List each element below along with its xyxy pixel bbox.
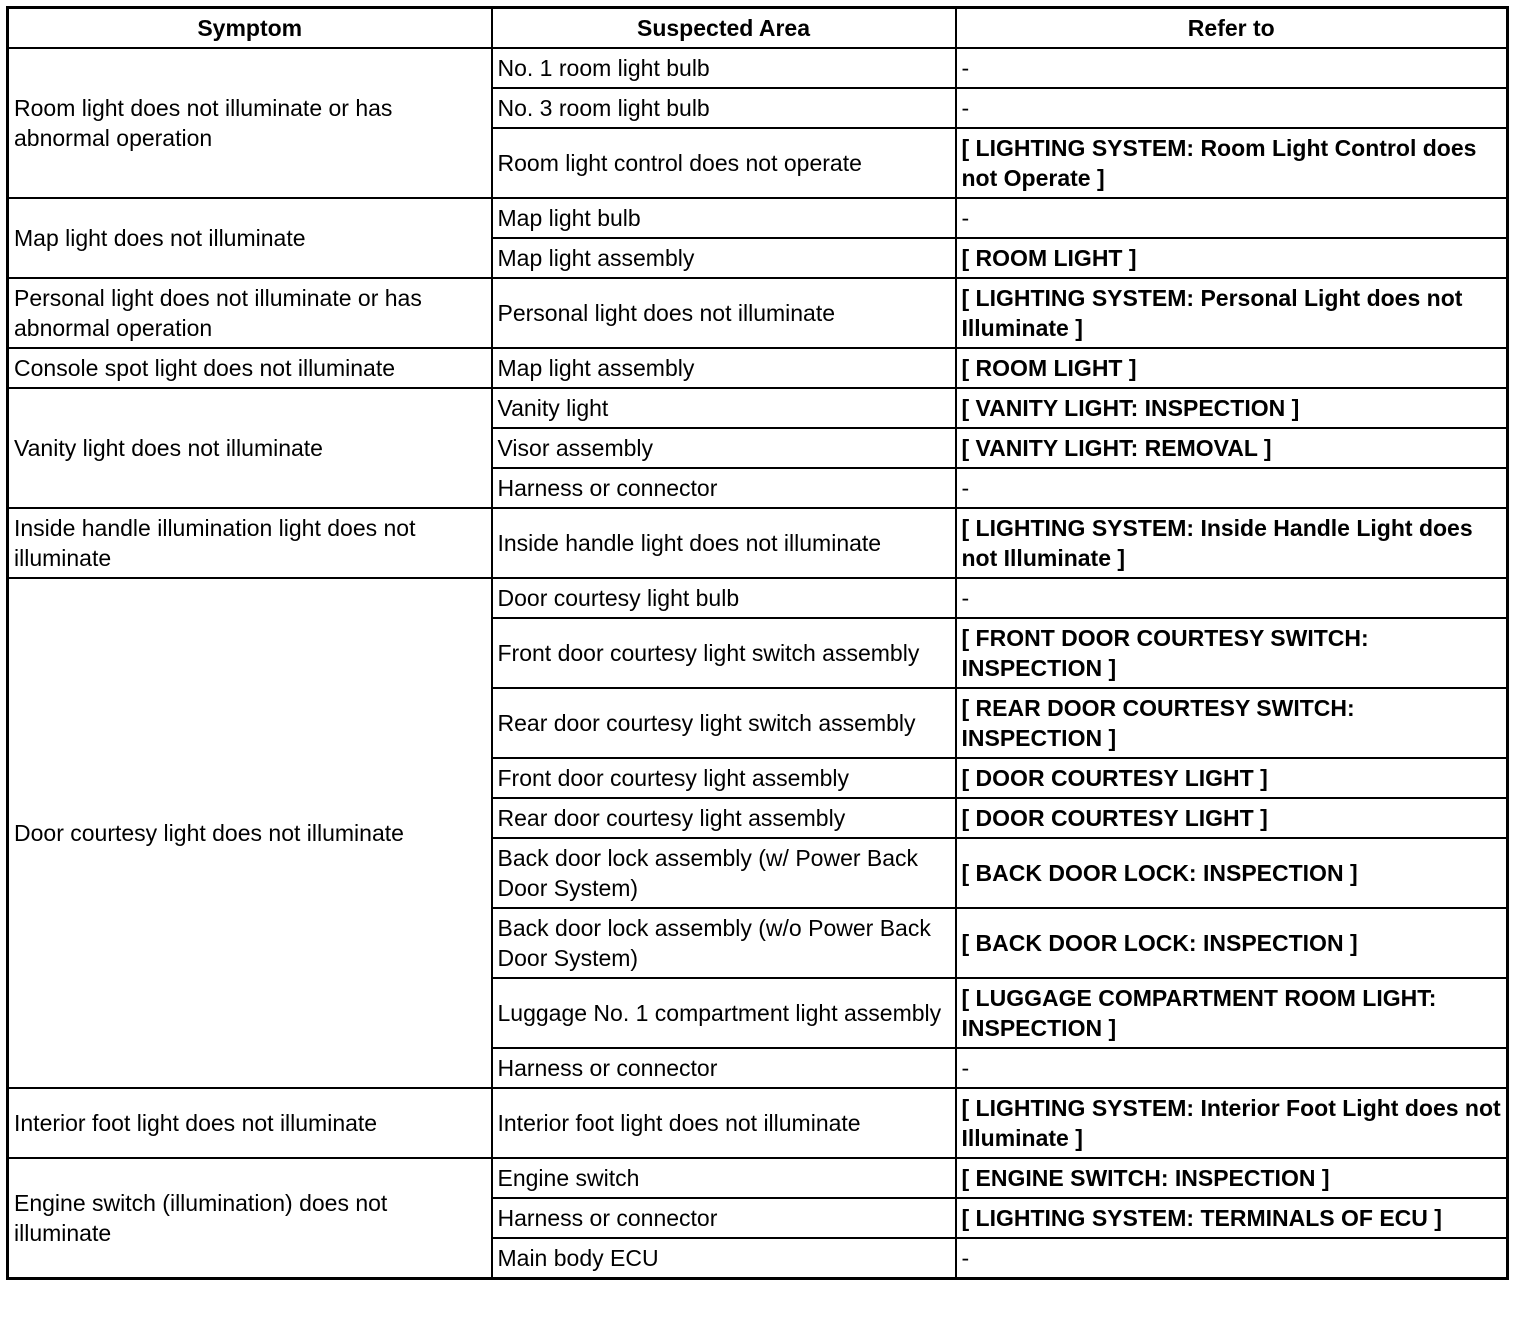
symptom-cell: Engine switch (illumination) does not illuminate [8,1158,492,1279]
suspected-area-cell: Back door lock assembly (w/o Power Back Door System) [492,908,956,978]
suspected-area-cell: Main body ECU [492,1238,956,1279]
table-row [8,578,1508,618]
refer-to-cell: - [956,468,1508,508]
symptom-cell: Vanity light does not illuminate [8,388,492,508]
refer-to-cell: - [956,198,1508,238]
symptom-cell: Console spot light does not illuminate [8,348,492,388]
header-refer-to: Refer to [956,8,1508,49]
table-row [8,48,1508,88]
symptom-cell: Inside handle illumination light does not illuminate [8,508,492,578]
header-row [8,8,1508,49]
table-row [8,278,1508,348]
symptom-cell: Room light does not illuminate or has abnormal operation [8,48,492,198]
suspected-area-cell: Interior foot light does not illuminate [492,1088,956,1158]
suspected-area-cell: Room light control does not operate [492,128,956,198]
suspected-area-cell: Rear door courtesy light assembly [492,798,956,838]
suspected-area-cell: Front door courtesy light switch assembly [492,618,956,688]
table-row [8,348,1508,388]
suspected-area-cell: Harness or connector [492,468,956,508]
refer-to-reference[interactable]: [ LIGHTING SYSTEM: TERMINALS OF ECU ] [956,1198,1508,1238]
refer-to-reference[interactable]: [ ENGINE SWITCH: INSPECTION ] [956,1158,1508,1198]
table-row [8,388,1508,428]
table-row [8,1088,1508,1158]
refer-to-reference[interactable]: [ LIGHTING SYSTEM: Personal Light does not Illuminate ] [956,278,1508,348]
symptom-cell: Map light does not illuminate [8,198,492,278]
refer-to-cell: - [956,48,1508,88]
refer-to-cell: - [956,88,1508,128]
symptom-cell: Door courtesy light does not illuminate [8,578,492,1088]
suspected-area-cell: Map light assembly [492,238,956,278]
table-row [8,198,1508,238]
refer-to-reference[interactable]: [ LIGHTING SYSTEM: Inside Handle Light does not Illuminate ] [956,508,1508,578]
suspected-area-cell: No. 1 room light bulb [492,48,956,88]
refer-to-reference[interactable]: [ ROOM LIGHT ] [956,348,1508,388]
refer-to-reference[interactable]: [ REAR DOOR COURTESY SWITCH: INSPECTION ] [956,688,1508,758]
table-body [8,48,1508,1279]
suspected-area-cell: Visor assembly [492,428,956,468]
header-suspected-area: Suspected Area [492,8,956,49]
suspected-area-cell: No. 3 room light bulb [492,88,956,128]
table-row [8,508,1508,578]
header-symptom: Symptom [8,8,492,49]
refer-to-reference[interactable]: [ FRONT DOOR COURTESY SWITCH: INSPECTION ] [956,618,1508,688]
refer-to-cell: - [956,1238,1508,1279]
suspected-area-cell: Engine switch [492,1158,956,1198]
refer-to-reference[interactable]: [ VANITY LIGHT: REMOVAL ] [956,428,1508,468]
suspected-area-cell: Harness or connector [492,1198,956,1238]
suspected-area-cell: Harness or connector [492,1048,956,1088]
refer-to-reference[interactable]: [ DOOR COURTESY LIGHT ] [956,758,1508,798]
refer-to-reference[interactable]: [ BACK DOOR LOCK: INSPECTION ] [956,838,1508,908]
symptom-cell: Personal light does not illuminate or has abnormal operation [8,278,492,348]
suspected-area-cell: Back door lock assembly (w/ Power Back Door System) [492,838,956,908]
troubleshooting-table [6,6,1509,1280]
refer-to-reference[interactable]: [ LIGHTING SYSTEM: Room Light Control does not Operate ] [956,128,1508,198]
symptom-cell: Interior foot light does not illuminate [8,1088,492,1158]
refer-to-cell: - [956,578,1508,618]
refer-to-reference[interactable]: [ BACK DOOR LOCK: INSPECTION ] [956,908,1508,978]
suspected-area-cell: Vanity light [492,388,956,428]
refer-to-reference[interactable]: [ ROOM LIGHT ] [956,238,1508,278]
suspected-area-cell: Front door courtesy light assembly [492,758,956,798]
suspected-area-cell: Map light assembly [492,348,956,388]
table-row [8,1158,1508,1198]
refer-to-reference[interactable]: [ LUGGAGE COMPARTMENT ROOM LIGHT: INSPECTION ] [956,978,1508,1048]
refer-to-cell: - [956,1048,1508,1088]
refer-to-reference[interactable]: [ VANITY LIGHT: INSPECTION ] [956,388,1508,428]
suspected-area-cell: Rear door courtesy light switch assembly [492,688,956,758]
suspected-area-cell: Personal light does not illuminate [492,278,956,348]
suspected-area-cell: Map light bulb [492,198,956,238]
refer-to-reference[interactable]: [ LIGHTING SYSTEM: Interior Foot Light does not Illuminate ] [956,1088,1508,1158]
suspected-area-cell: Luggage No. 1 compartment light assembly [492,978,956,1048]
refer-to-reference[interactable]: [ DOOR COURTESY LIGHT ] [956,798,1508,838]
suspected-area-cell: Door courtesy light bulb [492,578,956,618]
suspected-area-cell: Inside handle light does not illuminate [492,508,956,578]
